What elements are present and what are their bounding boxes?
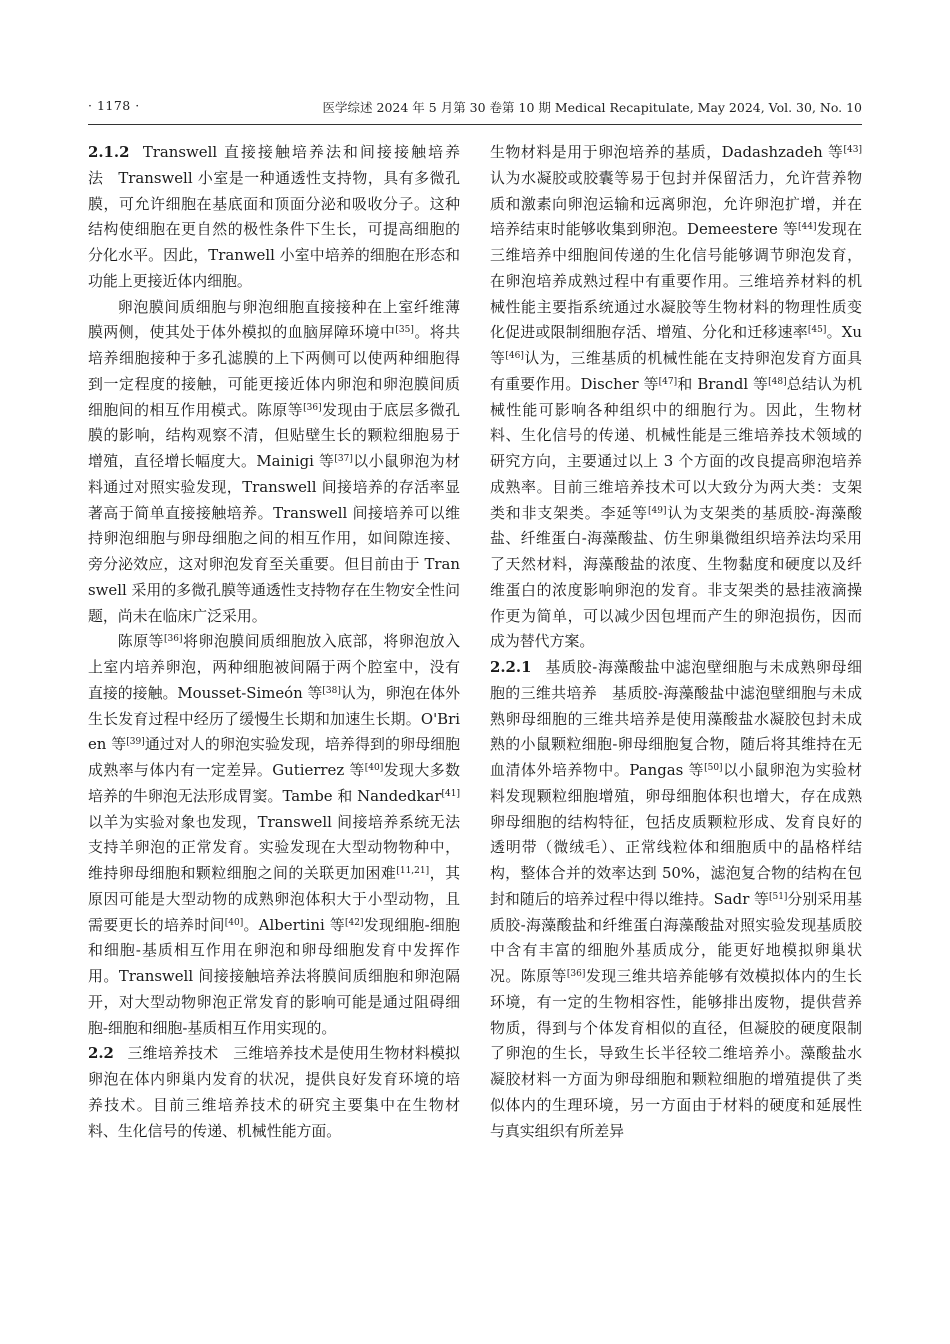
page-number: · 1178 · xyxy=(88,98,140,113)
section-number: 2.1.2 xyxy=(88,143,130,161)
text-run: 生物材料是用于卵泡培养的基质，Dadashzadeh 等 xyxy=(490,143,844,161)
text-run: 发现由于底层多微孔膜的影响，结构观察不清，但贴壁生长的颗粒细胞易于增殖，直径增长幅度大。Mainigi 等 xyxy=(88,400,460,470)
citation: [37] xyxy=(334,454,353,464)
citation: [43] xyxy=(843,145,862,155)
citation: [36] xyxy=(303,402,322,413)
text-run: 和 Brandl 等 xyxy=(677,374,769,393)
text-run: 将卵泡膜间质细胞放入底部，将卵泡放入上室内培养卵泡，两种细胞被间隔于两个腔室中，没有直接的接触。Mousset-Simeón 等 xyxy=(88,632,460,702)
section-number: 2.2.1 xyxy=(490,658,532,676)
right-column xyxy=(490,140,862,1144)
citation: [40] xyxy=(224,917,244,928)
paragraph xyxy=(490,140,862,655)
paragraph xyxy=(88,629,460,1041)
text-run: 认为水凝胶或胶囊等易于包封并保留活力，允许营养物质和激素向卵泡运输和远离卵泡，允许卵泡扩增，并在培养结束时能够收集到卵泡。Demeestere 等 xyxy=(490,168,862,239)
header-rule xyxy=(88,124,862,125)
text-run: 陈原等 xyxy=(117,632,165,651)
citation: [41] xyxy=(441,788,460,799)
section-title: Transwell 直接接触培养法和间接接触培养法 xyxy=(88,143,460,187)
citation: [35] xyxy=(395,325,414,336)
text-run: 认为，三维基质的机械性能在支持卵泡发育方面具有重要作用。Discher 等 xyxy=(490,349,862,393)
text-run: 。Albertini 等 xyxy=(243,915,346,934)
text-run: 发现细胞-细胞和细胞-基质相互作用在卵泡和卵母细胞发育中发挥作用。Transwell 间接接触培养法将膜间质细胞和卵泡隔开，对大型动物卵泡正常发育的影响可能是通过阻碍细胞-细胞和细胞-基质相互作用实现的。 xyxy=(88,915,460,1037)
section-2-2-1 xyxy=(490,655,862,1144)
text-run: 。将共培养细胞接种于多孔滤膜的上下两侧可以使两种细胞得到一定程度的接触，可能更接近体内卵泡和卵泡膜间质细胞间的相互作用模式。陈原等 xyxy=(88,323,460,419)
citation: [45] xyxy=(807,325,827,336)
citation: [49] xyxy=(647,505,667,516)
section-2-2 xyxy=(88,1041,460,1144)
text-run: 发现三维共培养能够有效模拟体内的生长环境，有一定的生物相容性，能够排出废物，提供营养物质，得到与个体发育相似的直径，但凝胶的硬度限制了卵泡的生长，导致生长半径较二维培养小。藻酸盐水凝胶材料一方面为卵母细胞和颗粒细胞的增殖提供了类似体内的生理环境，另一方面由于材料的硬度和延展性与真实组织有所差异 xyxy=(490,967,862,1140)
citation: [38] xyxy=(322,685,341,696)
text-run: 发现大多数培养的牛卵泡无法形成胃窦。Tambe 和 Nandedkar xyxy=(88,761,460,805)
citation: [36] xyxy=(164,634,183,645)
citation: [40] xyxy=(364,763,384,773)
left-column xyxy=(88,140,460,1144)
citation: [46] xyxy=(505,351,524,361)
text-run: 分别采用基质胶-海藻酸盐和纤维蛋白海藻酸盐对照实验发现基质胶中含有丰富的细胞外基质成分，能更好地模拟卵巢状况。陈原等 xyxy=(490,889,862,985)
citation: [44] xyxy=(798,222,817,233)
text-run: 总结认为机械性能可影响各种组织中的细胞行为。因此，生物材料、生化信号的传递、机械性能是三维培养技术领域的研究方向，主要通过以上 3 个方面的改良提高卵泡培养成熟率。目前三维培养技术可以大致分为两大类：支架类和非支架类。李延等 xyxy=(490,374,862,522)
section-2-1-2 xyxy=(88,140,460,295)
citation: [11,21] xyxy=(396,866,430,876)
text-run: 以小鼠卵泡为材料通过对照实验发现，Transwell 间接培养的存活率显著高于简单直接接触培养。Transwell 间接培养可以维持卵泡细胞与卵母细胞之间的相互作用，如间隙连接、旁分泌效应，这对卵泡发育至关重要。但目前由于 Transwell 采用的多微孔膜等通透性支持物存在生物安全性问题，尚未在临床广泛采用。 xyxy=(88,452,460,625)
citation: [51] xyxy=(768,891,788,902)
running-head: 医学综述 2024 年 5 月第 30 卷第 10 期 Medical Recapitulate, May 2024, Vol. 30, No. 10 xyxy=(322,100,862,115)
text-run: 。Xu 等 xyxy=(490,323,862,367)
citation: [48] xyxy=(768,376,787,387)
section-title: 基质胶-海藻酸盐中滤泡壁细胞与未成熟卵母细胞的三维共培养 xyxy=(490,658,862,702)
citation: [39] xyxy=(126,737,145,748)
citation: [42] xyxy=(345,917,364,928)
text-run: 以羊为实验对象也发现，Transwell 间接培养系统无法支持羊卵泡的正常发育。实验发现在大型动物物种中，维持卵母细胞和颗粒细胞之间的关联更加困难 xyxy=(88,812,460,882)
citation: [50] xyxy=(704,763,723,773)
section-number: 2.2 xyxy=(88,1044,114,1063)
text-run: 发现在三维培养中细胞间传递的生化信号能够调节卵泡发育，在卵泡培养成熟过程中有重要作用。三维培养材料的机械性能主要指系统通过水凝胶等生物材料的物理性质变化促进或限制细胞存活、增殖、分化和迁移速率 xyxy=(490,220,862,342)
section-title: 三维培养技术 xyxy=(127,1044,219,1063)
text-run: 基质胶-海藻酸盐中滤泡壁细胞与未成熟卵母细胞的三维共培养是使用藻酸盐水凝胶包封未成熟的小鼠颗粒细胞-卵母细胞复合物，随后将其维持在无血清体外培养物中。Pangas 等 xyxy=(490,683,862,779)
text-run: 认为支架类的基质胶-海藻酸盐、纤维蛋白-海藻酸盐、仿生卵巢微组织培养法均采用了天然材料，海藻酸盐的浓度、生物黏度和硬度以及纤维蛋白的浓度影响卵泡的发育。非支架类的悬挂液滴操作更为简单，可以减少因包埋而产生的卵泡损伤，因而成为替代方案。 xyxy=(490,503,862,651)
text-run: 认为，卵泡在体外生长发育过程中经历了缓慢生长期和加速生长期。O'Brien 等 xyxy=(88,683,460,754)
text-run: 卵泡膜间质细胞与卵泡细胞直接接种在上室纤维薄膜两侧，使其处于体外模拟的血脑屏障环境中 xyxy=(88,297,460,342)
paragraph xyxy=(88,295,460,630)
text-run: 以小鼠卵泡为实验材料发现颗粒细胞增殖，卵母细胞体积也增大，存在成熟卵母细胞的结构特征，包括皮质颗粒形成、发育良好的透明带（微绒毛）、正常线粒体和细胞质中的晶格样结构，整体合并的效率达到 50%，滤泡复合物的结构在包封和随后的培养过程中得以维持。Sadr 等 xyxy=(490,761,862,908)
citation: [47] xyxy=(658,376,678,387)
citation: [36] xyxy=(566,969,586,979)
text-run: ，其原因可能是大型动物的成熟卵泡体积大于小型动物，且需要更长的培养时间 xyxy=(88,864,460,934)
paragraph-text: Transwell 小室是一种通透性支持物，具有多微孔膜，可允许细胞在基底面和顶面分泌和吸收分子。这种结构使细胞在更自然的极性条件下生长，可提高细胞的分化水平。因此，Tranwell 小室中培养的细胞在形态和功能上更接近体内细胞。 xyxy=(88,168,460,290)
paragraph-text: 三维培养技术是使用生物材料模拟卵泡在体内卵巢内发育的状况，提供良好发育环境的培养技术。目前三维培养技术的研究主要集中在生物材料、生化信号的传递、机械性能方面。 xyxy=(88,1044,460,1140)
text-run: 通过对人的卵泡实验发现，培养得到的卵母细胞成熟率与体内有一定差异。Gutierrez 等 xyxy=(88,735,460,779)
page-header xyxy=(0,98,950,120)
